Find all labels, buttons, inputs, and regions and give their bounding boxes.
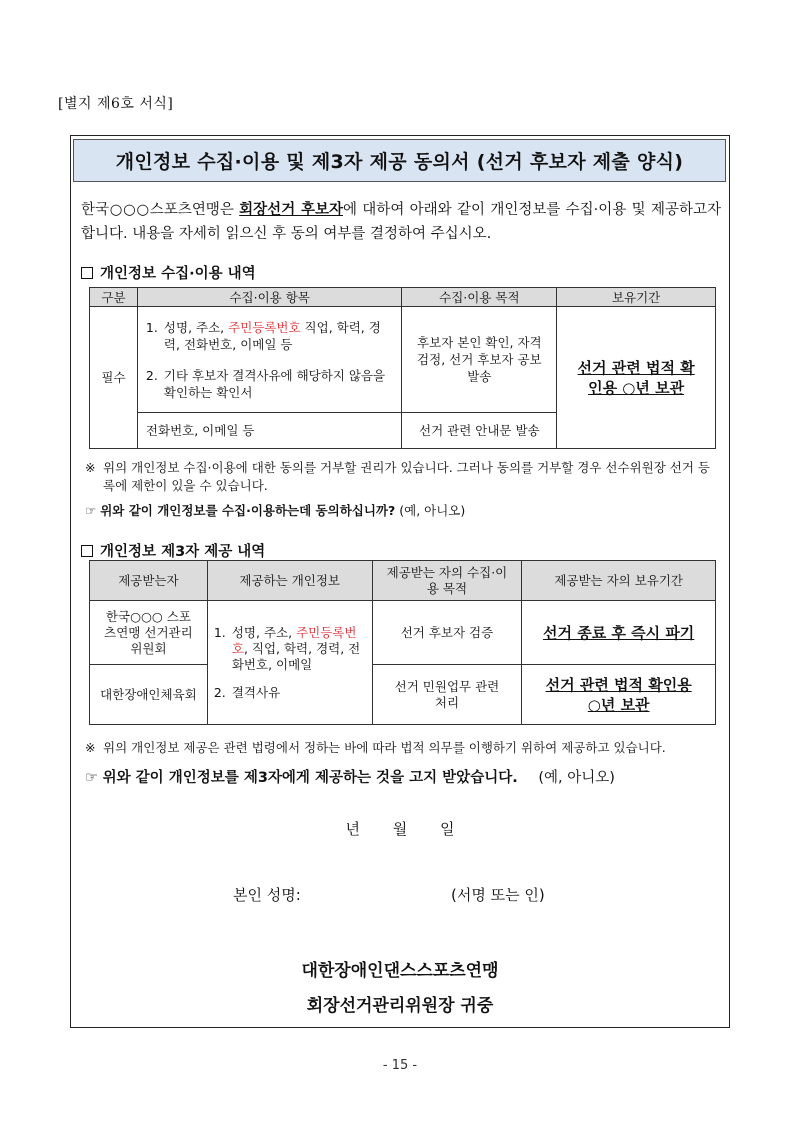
collected-items-cell [137,307,402,413]
signature-label: 본인 성명: [233,886,301,904]
item-text: 결격사유 [231,684,281,700]
header-purpose: 수집·이용 목적 [402,288,557,307]
section1-title [81,262,256,283]
recipient-cell: 한국○○○ 스포츠연맹 선거관리위원회 [90,601,208,665]
list-item [214,685,366,701]
note-symbol: ※ [85,740,96,755]
retention-text: 선거 관련 법적 확인용 ○년 보관 [577,358,695,397]
table-header-row [90,288,716,307]
item-text: , 직업, 학력, 경력, 전화번호, 이메일 [231,640,361,672]
collected-items-cell: 전화번호, 이메일 등 [137,413,402,449]
list-item [146,367,394,401]
note-text: 위의 개인정보 수집·이용에 대한 동의를 거부할 권리가 있습니다. 그러나 동의를 거부할 경우 선수위원장 선거 등록에 제한이 있을 수 있습니다. [103,460,710,493]
header-retention: 보유기간 [557,288,716,307]
date-line: 년 월 일 [345,820,455,838]
intro-paragraph [81,198,721,246]
page-number: - 15 - [382,1058,418,1073]
item-text: 기타 후보자 결격사유에 해당하지 않음을 확인하는 확인서 [163,367,386,400]
table-row [90,307,716,413]
answer-choices[interactable]: (예, 아니오) [399,503,466,518]
provided-info-cell [207,601,372,725]
item-text: 직업, 학력, 경력, 전화번호, 이메일 등 [163,319,381,352]
list-number: 1. [213,624,226,640]
header-category: 구분 [90,288,138,307]
table-row [90,601,716,665]
section2-title-text: 개인정보 제3자 제공 내역 [100,544,266,560]
consent-form-frame [70,135,730,1028]
list-number: 1. [145,319,158,335]
intro-highlight: 회장선거 후보자 [239,202,343,218]
purpose-cell: 후보자 본인 확인, 자격검정, 선거 후보자 공보 발송 [402,307,557,413]
table-row [90,665,716,725]
intro-text-before: 한국○○○스포츠연맹은 [81,202,240,218]
item-text: 성명, 주소, [231,624,297,640]
square-bullet-icon [81,267,93,279]
list-number: 2. [145,367,158,383]
section1-question [85,501,465,519]
collection-usage-table [89,287,716,449]
section1-title-text: 개인정보 수집·이용 내역 [100,266,256,282]
section2-question [85,766,615,787]
header-recipient-purpose: 제공받는 자의 수집·이용 목적 [372,561,522,601]
pointing-hand-icon: ☞ [85,770,98,786]
section2-title [81,540,265,561]
pointing-hand-icon: ☞ [85,503,97,518]
recipient-retention-cell [522,601,716,665]
recipient-purpose-cell: 선거 후보자 검증 [372,601,522,665]
header-provided-info: 제공하는 개인정보 [207,561,372,601]
note-text: 위의 개인정보 제공은 관련 법령에서 정하는 바에 따라 법적 의무를 이행하기 위하여 제공하고 있습니다. [103,740,666,755]
table-header-row [90,561,716,601]
signature-note: (서명 또는 인) [451,886,545,904]
answer-choices[interactable]: (예, 아니오) [538,770,615,786]
row-label-required: 필수 [90,307,138,449]
resident-number-text: 주민등록번호 [231,624,357,656]
note-symbol: ※ [85,460,96,475]
retention-text: 선거 종료 후 즉시 파기 [543,623,695,642]
purpose-cell: 선거 관련 안내문 발송 [402,413,557,449]
list-number: 2. [213,684,226,700]
retention-cell [557,307,716,449]
section2-note [85,739,725,757]
recipient-cell: 대한장애인체육회 [90,665,208,725]
section1-note [85,459,715,495]
header-items: 수집·이용 항목 [137,288,402,307]
form-label: [별지 제6호 서식] [58,96,174,112]
list-item [146,319,394,353]
list-item [214,625,366,673]
header-recipient-retention: 제공받는 자의 보유기간 [522,561,716,601]
form-title-box [73,139,726,182]
third-party-provision-table [89,560,716,725]
form-title: 개인정보 수집·이용 및 제3자 제공 동의서 (선거 후보자 제출 양식) [115,151,684,173]
question-text: 위와 같이 개인정보를 제3자에게 제공하는 것을 고지 받았습니다. [102,770,518,786]
addressee: 회장선거관리위원장 귀중 [306,996,494,1016]
intro-text-after: 에 대하여 아래와 같이 개인정보를 수집·이용 및 제공하고자 합니다. 내용을 자세히 읽으신 후 동의 여부를 결정하여 주십시오. [81,202,721,242]
retention-text: 선거 관련 법적 확인용 ○년 보관 [545,675,692,714]
square-bullet-icon [81,545,93,557]
recipient-purpose-cell: 선거 민원업무 관련 처리 [372,665,522,725]
header-recipient: 제공받는자 [90,561,208,601]
resident-number-text: 주민등록번호 [228,319,301,335]
recipient-retention-cell [522,665,716,725]
item-text: 성명, 주소, [163,319,229,335]
organization-name: 대한장애인댄스스포츠연맹 [301,961,499,981]
question-text: 위와 같이 개인정보를 수집·이용하는데 동의하십니까? [100,503,396,518]
